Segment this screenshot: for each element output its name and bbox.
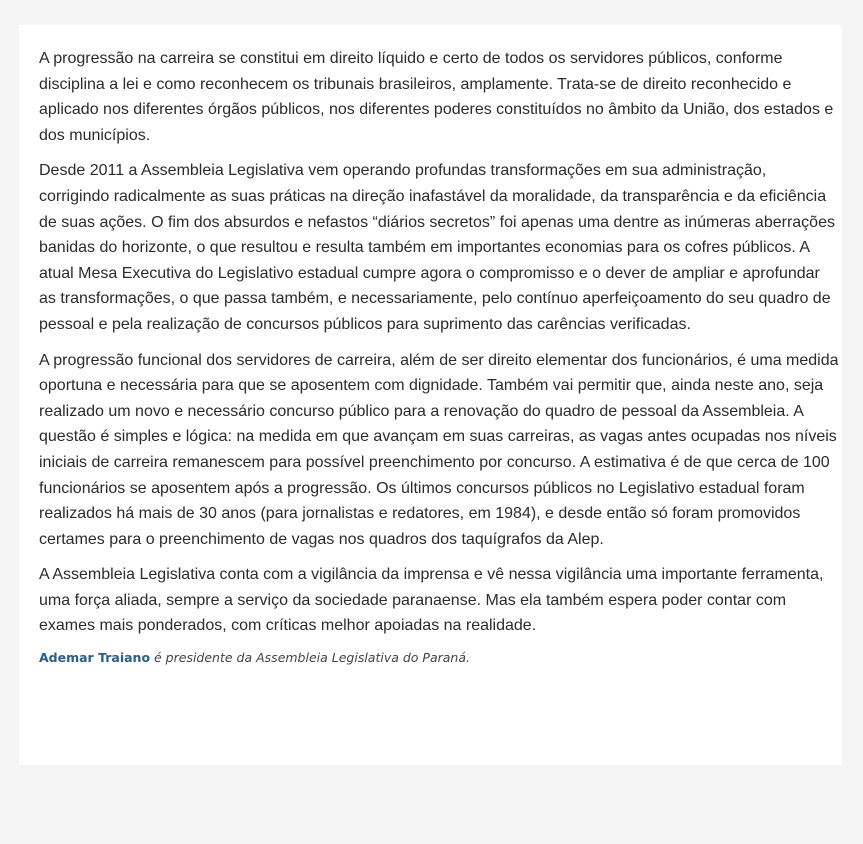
author-role: é presidente da Assembleia Legislativa do Paraná. xyxy=(150,650,470,666)
author-name: Ademar Traiano xyxy=(39,650,151,666)
author-byline xyxy=(39,649,839,667)
article-paragraph: A progressão funcional dos servidores de carreira, além de ser direito elementar dos funcionários, é uma medida oportuna e necessária para que se aposentem com dignidade. Também vai permitir que, ainda neste ano, seja realizado um novo e necessário concurso público para a renovação do quadro de pessoal da Assembleia. A questão é simples e lógica: na medida em que avançam em suas carreiras, as vagas antes ocupadas nos níveis iniciais de carreira remanescem para possível preenchimento por concurso. A estimativa é de que cerca de 100 funcionários se aposentem após a progressão. Os últimos concursos públicos no Legislativo estadual foram realizados há mais de 30 anos (para jornalistas e redatores, em 1984), e desde então só foram promovidos certames para o preenchimento de vagas nos quadros dos taquígrafos da Alep. xyxy=(39,351,839,548)
article-paragraph: A progressão na carreira se constitui em direito líquido e certo de todos os servidores públicos, conforme disciplina a lei e como reconhecem os tribunais brasileiros, amplamente. Trata-se de direito reconhecido e aplicado nos diferentes órgãos públicos, nos diferentes poderes constituídos no âmbito da União, dos estados e dos municípios. xyxy=(39,50,834,144)
article-paragraph: A Assembleia Legislativa conta com a vigilância da imprensa e vê nessa vigilância uma importante ferramenta, uma força aliada, sempre a serviço da sociedade paranaense. Mas ela também espera poder contar com exames mais ponderados, com críticas melhor apoiadas na realidade. xyxy=(39,566,824,635)
article-card xyxy=(19,25,842,765)
article-paragraph: Desde 2011 a Assembleia Legislativa vem operando profundas transformações em sua administração, corrigindo radicalmente as suas práticas na direção inafastável da moralidade, da transparência e da eficiência de suas ações. O fim dos absurdos e nefastos “diários secretos” foi apenas uma dentre as inúmeras aberrações banidas do horizonte, o que resultou e resulta também em importantes economias para os cofres públicos. A atual Mesa Executiva do Legislativo estadual cumpre agora o compromisso e o dever de ampliar e aprofundar as transformações, o que passa também, e necessariamente, pelo contínuo aperfeiçoamento do seu quadro de pessoal e pela realização de concursos públicos para suprimento das carências verificadas. xyxy=(39,162,835,333)
article-body xyxy=(39,46,839,667)
